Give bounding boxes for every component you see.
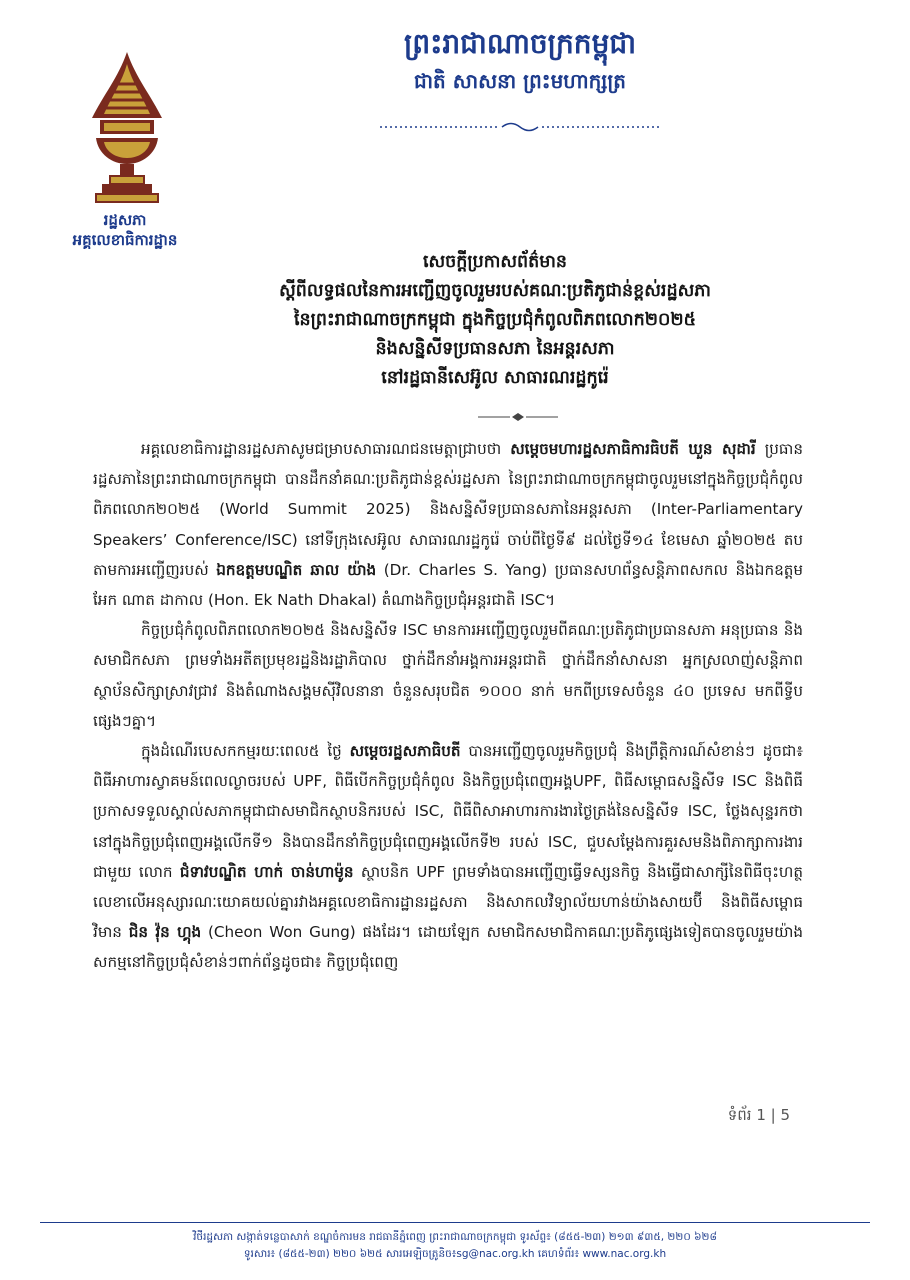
document-body xyxy=(93,434,803,978)
p1-text-c: ប្រធានរដ្ឋសភានៃព្រះរាជាណាចក្រកម្ពុជា បានដឹកនាំគណៈប្រតិភូជាន់ខ្ពស់រដ្ឋសភា នៃព្រះរាជាណាចក្រកម្ពុជាចូលរួមនៅក្នុងកិច្ចប្រជុំកំពូលពិភពលោក២០២៥ (World Summit 2025) និងសន្និសីទប្រធានសភានៃអន្តរសភា (Inter-Parliamentary Speakers’ Conference/ISC) នៅទីក្រុងសេអ៊ូល សាធារណរដ្ឋកូរ៉េ ចាប់ពីថ្ងៃទី៩ ដល់ថ្ងៃទី១៤ ខែមេសា ឆ្នាំ២០២៥ តបតាមការអញ្ជើញរបស់ xyxy=(93,440,803,579)
org-line-1: រដ្ឋសភា xyxy=(103,211,147,229)
p3-text-a: ក្នុងដំណើរបេសកកម្មរយៈពេល៥ ថ្ងៃ xyxy=(141,742,350,761)
footer-fax-email: ទូរសារ៖ (៨៥៥-២៣) ២២០ ៦២៥ សារអេឡិចត្រូនិច៖sg@nac.org.kh គេហទំព័រ៖ www.nac.org.kh xyxy=(243,1248,667,1260)
title-line-1: សេចក្ដីប្រកាសព័ត៌មាន xyxy=(422,252,568,272)
paragraph-2: កិច្ចប្រជុំកំពូលពិភពលោក២០២៥ និងសន្និសីទ ISC មានការអញ្ជើញចូលរួមពីគណៈប្រតិភូជាប្រធានសភា អនុប្រធាន និងសមាជិកសភា ព្រមទាំងអតីតប្រមុខរដ្ឋនិងរដ្ឋាភិបាល ថ្នាក់ដឹកនាំអង្គការអន្តរជាតិ ថ្នាក់ដឹកនាំសាសនា អ្នកស្រលាញ់សន្តិភាព ស្ថាប័នសិក្សាស្រាវជ្រាវ និងតំណាងសង្គមស៊ីវិលនានា ចំនួនសរុបជិត ១០០០ នាក់ មកពីប្រទេសចំនួន ៤០ ប្រទេស មកពីទ្វីបផ្សេងៗគ្នា។ xyxy=(93,621,803,730)
title-divider-icon xyxy=(478,412,558,422)
org-line-2: អគ្គលេខាធិការដ្ឋាន xyxy=(72,231,178,249)
p1-speaker-name: សម្ដេចមហារដ្ឋសភាធិការធិបតី ឃួន សុដារី xyxy=(510,440,756,458)
title-line-4: និងសន្និសីទប្រធានសភា នៃអន្តរសភា xyxy=(375,339,615,359)
organization-name xyxy=(40,210,210,250)
p3-text-g: (Cheon Won Gung) ផងដែរ។ ដោយឡែក សមាជិកសមាជិកាគណៈប្រតិភូផ្សេងទៀតបានចូលរួមយ៉ាងសកម្មនៅកិច្ចប្រជុំសំខាន់ៗពាក់ព័ន្ធដូចជា៖ កិច្ចប្រជុំពេញ xyxy=(93,923,803,972)
p3-palace-name: ជិន វ៉ុន ហ្គុង xyxy=(128,923,202,942)
ornament-divider-icon xyxy=(380,120,660,134)
title-line-5: នៅរដ្ឋធានីសេអ៊ូល សាធារណរដ្ឋកូរ៉េ xyxy=(381,368,609,388)
p3-speaker-title: សម្ដេចរដ្ឋសភាធិបតី xyxy=(349,742,461,761)
footer-divider xyxy=(40,1222,870,1223)
p1-text-a: អគ្គលេខាធិការដ្ឋានរដ្ឋសភាសូមជម្រាបសាធារណជនមេត្តាជ្រាបថា xyxy=(141,440,511,458)
footer-address: វិថីរដ្ឋសភា សង្កាត់ទន្លេបាសាក់ ខណ្ឌចំការមន រាជធានីភ្នំពេញ ព្រះរាជាណាចក្រកម្ពុជា ទូរស័ព្ទ៖ (៨៥៥-២៣) ២១៣ ៩៣៥, ២២០ ៦២៨ xyxy=(193,1231,717,1243)
page-number: ទំព័រ 1 | 5 xyxy=(727,1106,790,1124)
title-line-2: ស្ដីពីលទ្ធផលនៃការអញ្ជើញចូលរួមរបស់គណៈប្រតិភូជាន់ខ្ពស់រដ្ឋសភា xyxy=(279,281,711,301)
p1-text-e: (Dr. Charles S. Yang) ប្រធានសហព័ន្ធសន្តិភាពសកល និងឯកឧត្តម អែក ណាត ដាកាល (Hon. Ek Nath Dhakal) តំណាងកិច្ចប្រជុំអន្តរជាតិ ISC។ xyxy=(93,560,804,610)
kingdom-name: ព្រះរាជាណាចក្រកម្ពុជា xyxy=(403,27,636,60)
p3-text-c: បានអញ្ជើញចូលរួមកិច្ចប្រជុំ និងព្រឹត្តិការណ៍សំខាន់ៗ ដូចជា៖ ពិធីអាហារស្វាគមន៍ពេលល្ងាចរបស់ UPF, ពិធីបើកកិច្ចប្រជុំកំពូល និងកិច្ចប្រជុំពេញអង្គUPF, ពិធីសម្ពោធសន្និសីទ ISC និងពិធីប្រកាសទទួលស្គាល់សភាកម្ពុជាជាសមាជិកស្ថាបនិករបស់ ISC, ពិធីពិសាអាហារការងារថ្ងៃត្រង់នៃសន្និសីទ ISC, ថ្លែងសុន្ទរកថានៅក្នុងកិច្ចប្រជុំពេញអង្គលើកទី១ និងបានដឹកនាំកិច្ចប្រជុំពេញអង្គលើកទី២ របស់ ISC, ជួបសម្ដែងការគួរសមនិងពិភាក្សាការងារជាមួយ លោក xyxy=(93,742,803,881)
p3-text-e: ស្ថាបនិក UPF ព្រមទាំងបានអញ្ជើញធ្វើទស្សនកិច្ច និងធ្វើជាសាក្សីនៃពិធីចុះហត្ថលេខាលើអនុស្សារណៈយោគយល់គ្នារវាងអគ្គលេខាធិការដ្ឋានរដ្ឋសភា និងសាកលវិទ្យាល័យហាន់យ៉ាងសាយប៊ី និងពិធីសម្ពោធវិមាន xyxy=(93,862,803,942)
title-line-3: នៃព្រះរាជាណាចក្រកម្ពុជា ក្នុងកិច្ចប្រជុំកំពូលពិភពលោក២០២៥ xyxy=(294,310,696,330)
parliament-emblem-icon xyxy=(78,48,176,208)
paragraph-1 xyxy=(93,434,803,615)
national-motto: ជាតិ សាសនា ព្រះមហាក្សត្រ xyxy=(414,69,626,93)
press-release-title xyxy=(150,248,840,393)
letterhead xyxy=(250,24,790,98)
footer-contact xyxy=(40,1229,870,1263)
paragraph-3 xyxy=(93,736,803,978)
p3-founder-name: ជំទាវបណ្ឌិត ហាក់ ចាន់ហាម៉ូន xyxy=(179,862,354,881)
p1-host-name: ឯកឧត្តមបណ្ឌិត ឆាល យ៉ាង xyxy=(216,560,377,579)
